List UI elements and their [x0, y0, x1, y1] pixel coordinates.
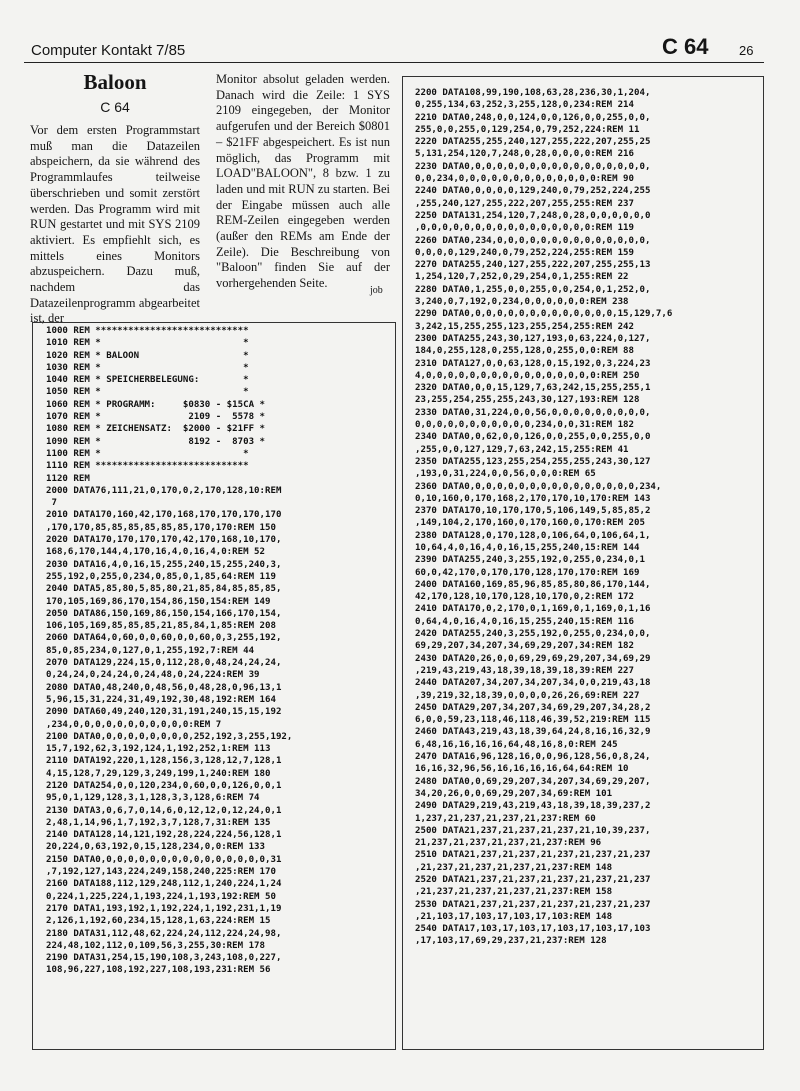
basic-listing-right: 2200 DATA108,99,190,108,63,28,236,30,1,204, 0,255,134,63,252,3,255,128,0,234:REM 214 2210 DATA0,248,0,0,124,0,0,126,0,0,255,0,0, 255,0,0,255,0,129,254,0,79,252,224:REM 11 2220 DATA255,255,240,127,255,222,207,255,25 5,131,254,120,7,248,0,28,0,0,0,0:REM 216 2230 DATA0,0,0,0,0,0,0,0,0,0,0,0,0,0,0,0,0, 0,0,234,0,0,0,0,0,0,0,0,0,0,0,0,0:REM 90 2240 DATA0,0,0,0,0,129,240,0,79,252,224,255 ,255,240,127,255,222,207,255,255:REM 237 2250 DATA131,254,120,7,248,0,28,0,0,0,0,0,0 ,0,0,0,0,0,0,0,0,0,0,0,0,0,0,0,0:REM 119 2260 DATA0,234,0,0,0,0,0,0,0,0,0,0,0,0,0,0, 0,0,0,0,129,240,0,79,252,224,255:REM 159 2270 DATA255,240,127,255,222,207,255,255,13 1,254,120,7,252,0,29,254,0,1,255:REM 22 2280 DATA0,1,255,0,0,255,0,0,254,0,1,252,0, 3,240,0,7,192,0,234,0,0,0,0,0,0:REM 238 2290 DATA0,0,0,0,0,0,0,0,0,0,0,0,0,0,15,129,7,6 3,242,15,255,255,123,255,254,255:REM 242 2300 DATA255,243,30,127,193,0,63,224,0,127, 184,0,255,128,0,255,128,0,255,0,0:REM 88 2310 DATA127,0,0,63,128,0,15,192,0,3,224,23 4,0,0,0,0,0,0,0,0,0,0,0,0,0,0,0,0:REM 250 2320 DATA0,0,0,15,129,7,63,242,15,255,255,1 23,255,254,255,255,243,30,127,193:REM 128 2330 DATA0,31,224,0,0,56,0,0,0,0,0,0,0,0,0, 0,0,0,0,0,0,0,0,0,0,0,234,0,0,31:REM 182 2340 DATA0,0,62,0,0,126,0,0,255,0,0,255,0,0 ,255,0,0,127,129,7,63,242,15,255:REM 41 2350 DATA255,123,255,254,255,255,243,30,127 ,193,0,31,224,0,0,56,0,0,0:REM 65 2360 DATA0,0,0,0,0,0,0,0,0,0,0,0,0,0,0,0,234, 0,10,160,0,170,168,2,170,170,10,170:REM 143 2370 DATA170,10,170,170,5,106,149,5,85,85,2 ,149,104,2,170,160,0,170,160,0,170:REM 205 2380 DATA128,0,170,128,0,106,64,0,106,64,1, 10,64,4,0,16,4,0,16,15,255,240,15:REM 144 2390 DATA255,240,3,255,192,0,255,0,234,0,1 60,0,42,170,0,170,170,128,170,170:REM 169 2400 DATA160,169,85,96,85,85,80,86,170,144, 42,170,128,10,170,128,10,170,0,2:REM 172 2410 DATA170,0,2,170,0,1,169,0,1,169,0,1,16 0,64,4,0,16,4,0,16,15,255,240,15:REM 116 2420 DATA255,240,3,255,192,0,255,0,234,0,0, 69,29,207,34,207,34,69,29,207,34:REM 182 2430 DATA20,26,0,0,69,29,69,29,207,34,69,29 ,219,43,219,43,18,39,18,39,18,39:REM 227 2440 DATA207,34,207,34,207,34,0,0,219,43,18 ,39,219,32,18,39,0,0,0,0,26,26,69:REM 227 2450 DATA29,207,34,207,34,69,29,207,34,28,2 6,0,0,59,23,118,46,118,46,39,52,219:REM 115 2460 DATA43,219,43,18,39,64,24,8,16,16,32,9 6,48,16,16,16,16,64,48,16,8,0:REM 245 2470 DATA16,96,128,16,0,0,96,128,56,0,8,24, 16,16,32,96,56,16,16,16,16,64,64:REM 10 2480 DATA0,0,69,29,207,34,207,34,69,29,207, 34,20,26,0,0,69,29,207,34,69:REM 101 2490 DATA29,219,43,219,43,18,39,18,39,237,2 1,237,21,237,21,237,21,237:REM 60 2500 DATA21,237,21,237,21,237,21,10,39,237, 21,237,21,237,21,237,21,237:REM 96 2510 DATA21,237,21,237,21,237,21,237,21,237 ,21,237,21,237,21,237,21,237:REM 148 2520 DATA21,237,21,237,21,237,21,237,21,237 ,21,237,21,237,21,237,21,237:REM 158 2530 DATA21,237,21,237,21,237,21,237,21,237 ,21,103,17,103,17,103,17,103:REM 148 2540 DATA17,103,17,103,17,103,17,103,17,103 ,17,103,17,69,29,237,21,237:REM 128 — [415, 88, 673, 947]
article-text-2: Monitor absolut geladen werden. Danach wird die Zeile: 1 SYS 2109 eingegeben, der Monitor aufgerufen und der Bereich $0801 – $21FF abgespeichert. Es ist nun möglich, das Programm mit LOAD"BALOON", 8 bzw. 1 zu laden und mit RUN zu starten. Bei der Eingabe müssen auch alle REM-Zeilen eingegeben werden (außer den REMs am Ende der Zeile). Die Beschreibung von "Baloon" finden Sie auf der vorhergehenden Seite. — [216, 72, 390, 291]
author-initials: job — [370, 285, 383, 296]
article-column-1 — [30, 70, 200, 327]
article-subtitle: C 64 — [100, 99, 130, 115]
article-column-2 — [216, 72, 390, 292]
page-number: 26 — [739, 43, 754, 58]
magazine-name: Computer Kontakt 7/85 — [31, 42, 186, 59]
basic-listing-left: 1000 REM **************************** 1010 REM * * 1020 REM * BALOON * 1030 REM * * 1040 REM * SPEICHERBELEGUNG: * 1050 REM * * 1060 REM * PROGRAMM: $0830 - $15CA * 1070 REM * 2109 - 5578 * 1080 REM * ZEICHENSATZ: $2000 - $21FF * 1090 REM * 8192 - 8703 * 1100 REM * * 1110 REM **************************** 1120 REM 2000 DATA76,111,21,0,170,0,2,170,128,10:REM 7 2010 DATA170,160,42,170,168,170,170,170,170 ,170,170,85,85,85,85,85,85,170,170:REM 150 2020 DATA170,170,170,170,42,170,168,10,170, 168,6,170,144,4,170,16,4,0,16,4,0:REM 52 2030 DATA16,4,0,16,15,255,240,15,255,240,3, 255,192,0,255,0,234,0,85,0,1,85,64:REM 119 2040 DATA5,85,80,5,85,80,21,85,84,85,85,85, 170,105,169,86,170,154,86,150,154:REM 149 2050 DATA86,150,169,86,150,154,166,170,154, 106,105,169,85,85,85,21,85,84,1,85:REM 208 2060 DATA64,0,60,0,0,60,0,0,60,0,3,255,192, 85,0,85,234,0,127,0,1,255,192,7:REM 44 2070 DATA129,224,15,0,112,28,0,48,24,24,24, 0,24,24,0,24,24,0,24,48,0,24,224:REM 39 2080 DATA0,48,240,0,48,56,0,48,28,0,96,13,1 5,96,15,31,224,31,49,192,30,48,192:REM 164 2090 DATA60,49,240,120,31,191,240,15,15,192 ,234,0,0,0,0,0,0,0,0,0,0,0:REM 7 2100 DATA0,0,0,0,0,0,0,0,0,252,192,3,255,192, 15,7,192,62,3,192,124,1,192,252,1:REM 113 2110 DATA192,220,1,128,156,3,128,12,7,128,1 4,15,128,7,29,129,3,249,199,1,240:REM 180 2120 DATA254,0,0,120,234,0,60,0,0,126,0,0,1 95,0,1,129,128,3,1,128,3,3,128,6:REM 74 2130 DATA3,0,6,7,0,14,6,0,12,12,0,12,24,0,1 2,48,1,14,96,1,7,192,3,7,128,7,31:REM 135 2140 DATA128,14,121,192,28,224,224,56,128,1 20,224,0,63,192,0,15,128,234,0,0:REM 133 2150 DATA0,0,0,0,0,0,0,0,0,0,0,0,0,0,0,0,31 ,7,192,127,143,224,249,158,240,225:REM 170 2160 DATA188,112,129,248,112,1,240,224,1,24 0,224,1,225,224,1,193,224,1,193,192:REM 50 2170 DATA1,193,192,1,192,224,1,192,231,1,19 2,126,1,192,60,234,15,128,1,63,224:REM 15 2180 DATA31,112,48,62,224,24,112,224,24,98, 224,48,102,112,0,109,56,3,255,30:REM 178 2190 DATA31,254,15,190,108,3,243,108,0,227, 108,96,227,108,192,227,108,193,231:REM 56 — [46, 326, 293, 976]
section-label: C 64 — [662, 34, 709, 59]
article-title: Baloon — [83, 70, 147, 94]
header-rule — [24, 62, 764, 63]
article-text-1: Vor dem ersten Programmstart muß man die Datazeilen abspeichern, da sie während des Programmlaufes teilweise überschrieben und somit zerstört werden. Das Programm wird mit RUN gestartet und mit SYS 2109 aktiviert. Es empfiehlt sich, es mittels eines Monitors abzuspeichern. Dazu muß, nachdem das Datazeilenprogramm abgearbeitet ist, der — [30, 123, 200, 326]
